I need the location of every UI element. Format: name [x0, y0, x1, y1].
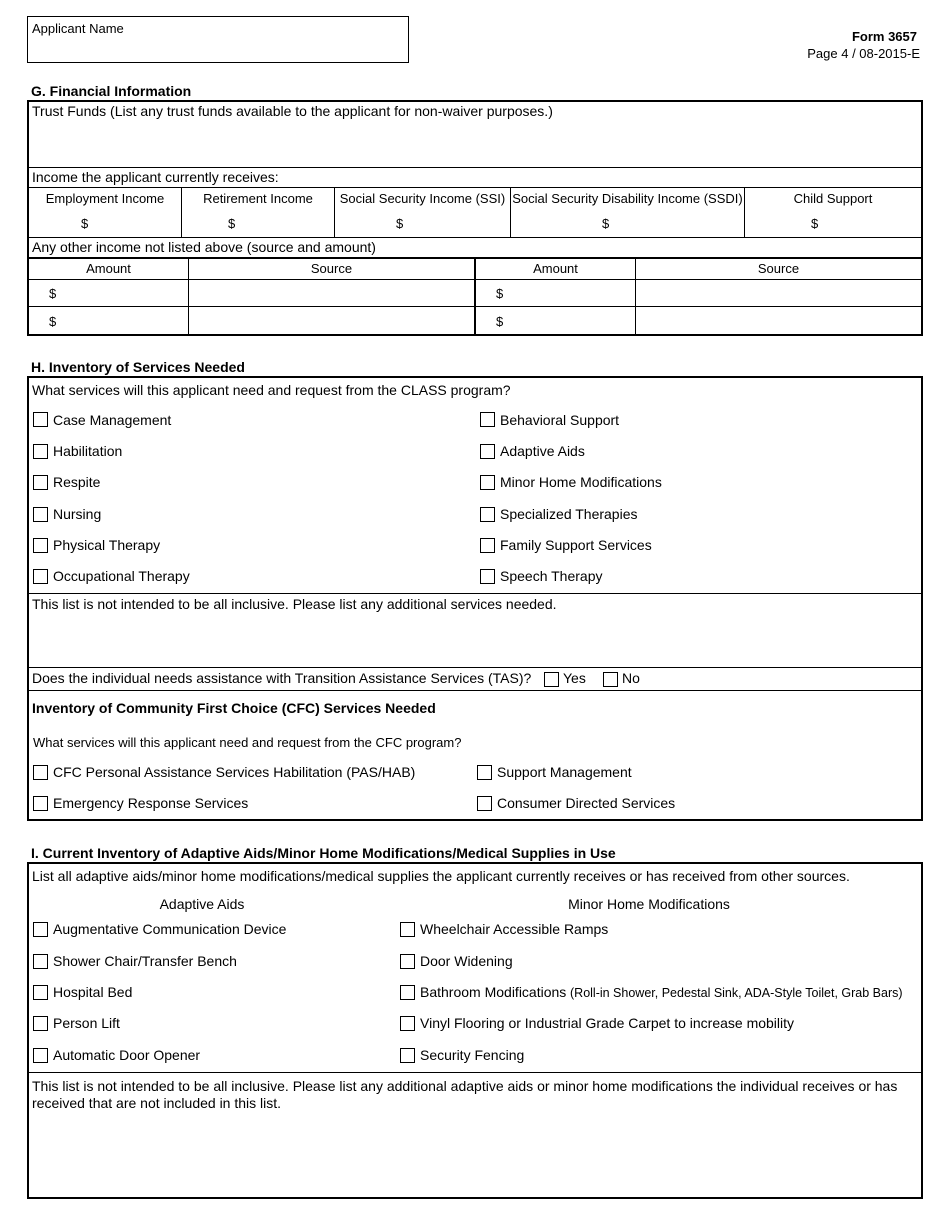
additional-services-note: This list is not intended to be all inclusive. Please list any additional services needed.: [32, 596, 557, 612]
nursing-checkbox[interactable]: [33, 507, 48, 522]
ssdi-income-label: Social Security Disability Income (SSDI): [512, 191, 743, 206]
other-amount-input[interactable]: $: [49, 314, 57, 329]
behavioral-support-checkbox[interactable]: [480, 412, 495, 427]
automatic-door-opener-checkbox[interactable]: [33, 1048, 48, 1063]
cfc-title: Inventory of Community First Choice (CFC) Services Needed: [32, 700, 436, 716]
service-label: Physical Therapy: [53, 537, 161, 553]
other-source-input[interactable]: [190, 281, 473, 306]
door-widening-checkbox[interactable]: [400, 954, 415, 969]
divider: [29, 306, 921, 307]
adaptive-aids-header: Adaptive Aids: [159, 896, 245, 912]
section-i-title: I. Current Inventory of Adaptive Aids/Minor Home Modifications/Medical Supplies in Use: [31, 845, 616, 861]
cfc-question: What services will this applicant need and request from the CFC program?: [33, 735, 462, 750]
habilitation-checkbox[interactable]: [33, 444, 48, 459]
occupational-therapy-checkbox[interactable]: [33, 569, 48, 584]
trust-funds-input[interactable]: [30, 122, 920, 166]
child-support-input[interactable]: $: [811, 216, 819, 231]
class-services-question: What services will this applicant need and request from the CLASS program?: [32, 382, 511, 398]
service-label: Minor Home Modifications: [500, 474, 662, 490]
trust-funds-label: Trust Funds (List any trust funds available to the applicant for non-waiver purposes.): [32, 103, 553, 119]
bathroom-note: (Roll-in Shower, Pedestal Sink, ADA-Style Toilet, Grab Bars): [570, 986, 903, 1000]
minor-item-label: Vinyl Flooring or Industrial Grade Carpet to increase mobility: [420, 1015, 795, 1031]
income-label: Income the applicant currently receives:: [32, 169, 279, 185]
service-label: Behavioral Support: [500, 412, 620, 428]
support-management-checkbox[interactable]: [477, 765, 492, 780]
additional-aids-input[interactable]: [30, 1115, 920, 1195]
other-source-input[interactable]: [637, 281, 920, 306]
adaptive-item-label: Hospital Bed: [53, 984, 133, 1000]
service-label: Respite: [53, 474, 101, 490]
child-support-label: Child Support: [793, 191, 873, 206]
consumer-directed-services-checkbox[interactable]: [477, 796, 492, 811]
adaptive-item-label: Shower Chair/Transfer Bench: [53, 953, 237, 969]
divider: [29, 1072, 921, 1073]
other-amount-input[interactable]: $: [49, 286, 57, 301]
divider: [29, 690, 921, 691]
retirement-income-input[interactable]: $: [228, 216, 236, 231]
vinyl-flooring-checkbox[interactable]: [400, 1016, 415, 1031]
security-fencing-checkbox[interactable]: [400, 1048, 415, 1063]
employment-income-input[interactable]: $: [81, 216, 89, 231]
service-label: Habilitation: [53, 443, 123, 459]
additional-aids-note-line2: received that are not included in this list.: [32, 1095, 282, 1111]
service-label: Occupational Therapy: [53, 568, 190, 584]
minor-home-modifications-header: Minor Home Modifications: [568, 896, 730, 912]
service-label: Family Support Services: [500, 537, 652, 553]
other-source-input[interactable]: [190, 308, 473, 333]
augmentative-communication-checkbox[interactable]: [33, 922, 48, 937]
adaptive-aids-checkbox[interactable]: [480, 444, 495, 459]
tas-question: Does the individual needs assistance with Transition Assistance Services (TAS)?: [32, 670, 532, 686]
respite-checkbox[interactable]: [33, 475, 48, 490]
other-amount-header-2: Amount: [533, 261, 578, 276]
employment-income-label: Employment Income: [45, 191, 165, 206]
cfc-service-label: CFC Personal Assistance Services Habilitation (PAS/HAB): [53, 764, 416, 780]
shower-chair-checkbox[interactable]: [33, 954, 48, 969]
bathroom-modifications-checkbox[interactable]: [400, 985, 415, 1000]
section-g-title: G. Financial Information: [31, 83, 192, 99]
ssi-income-label: Social Security Income (SSI): [339, 191, 506, 206]
inventory-intro: List all adaptive aids/minor home modifications/medical supplies the applicant currently receives or has received from other sources.: [32, 868, 850, 884]
cfc-service-label: Emergency Response Services: [53, 795, 249, 811]
minor-item-label: Wheelchair Accessible Ramps: [420, 921, 609, 937]
service-label: Case Management: [53, 412, 172, 428]
speech-therapy-checkbox[interactable]: [480, 569, 495, 584]
other-source-header-1: Source: [310, 261, 353, 276]
minor-item-label: Security Fencing: [420, 1047, 525, 1063]
adaptive-item-label: Automatic Door Opener: [53, 1047, 201, 1063]
service-label: Nursing: [53, 506, 102, 522]
tas-no-label: No: [622, 670, 640, 686]
minor-home-modifications-checkbox[interactable]: [480, 475, 495, 490]
tas-no-checkbox[interactable]: [603, 672, 618, 687]
other-source-header-2: Source: [757, 261, 800, 276]
applicant-name-label: Applicant Name: [32, 21, 124, 36]
ssdi-income-input[interactable]: $: [602, 216, 610, 231]
additional-services-input[interactable]: [30, 615, 920, 665]
divider: [29, 667, 921, 668]
emergency-response-checkbox[interactable]: [33, 796, 48, 811]
specialized-therapies-checkbox[interactable]: [480, 507, 495, 522]
service-label: Specialized Therapies: [500, 506, 638, 522]
divider: [29, 593, 921, 594]
form-number: Form 3657: [851, 29, 917, 44]
ssi-income-input[interactable]: $: [396, 216, 404, 231]
divider: [29, 279, 921, 280]
other-income-label: Any other income not listed above (source and amount): [32, 239, 376, 255]
tas-yes-checkbox[interactable]: [544, 672, 559, 687]
divider: [29, 237, 921, 238]
cfc-service-label: Support Management: [497, 764, 632, 780]
physical-therapy-checkbox[interactable]: [33, 538, 48, 553]
retirement-income-label: Retirement Income: [203, 191, 313, 206]
family-support-services-checkbox[interactable]: [480, 538, 495, 553]
adaptive-item-label: Augmentative Communication Device: [53, 921, 287, 937]
applicant-name-field[interactable]: [27, 16, 409, 63]
cfc-pas-hab-checkbox[interactable]: [33, 765, 48, 780]
other-source-input[interactable]: [637, 308, 920, 333]
minor-item-label: Door Widening: [420, 953, 513, 969]
page-info: Page 4 / 08-2015-E: [807, 46, 920, 61]
divider: [29, 167, 921, 168]
other-amount-header-1: Amount: [86, 261, 131, 276]
tas-yes-label: Yes: [563, 670, 586, 686]
section-h-title: H. Inventory of Services Needed: [31, 359, 245, 375]
minor-item-label: Bathroom Modifications: [420, 984, 567, 1000]
hospital-bed-checkbox[interactable]: [33, 985, 48, 1000]
person-lift-checkbox[interactable]: [33, 1016, 48, 1031]
other-amount-input[interactable]: $: [496, 314, 504, 329]
case-management-checkbox[interactable]: [33, 412, 48, 427]
service-label: Speech Therapy: [500, 568, 603, 584]
cfc-service-label: Consumer Directed Services: [497, 795, 676, 811]
wheelchair-ramps-checkbox[interactable]: [400, 922, 415, 937]
service-label: Adaptive Aids: [500, 443, 585, 459]
divider: [29, 187, 921, 188]
adaptive-item-label: Person Lift: [53, 1015, 120, 1031]
other-amount-input[interactable]: $: [496, 286, 504, 301]
additional-aids-note-line1: This list is not intended to be all inclusive. Please list any additional adaptive aids or minor home modifications the individual receives or has: [32, 1078, 898, 1094]
